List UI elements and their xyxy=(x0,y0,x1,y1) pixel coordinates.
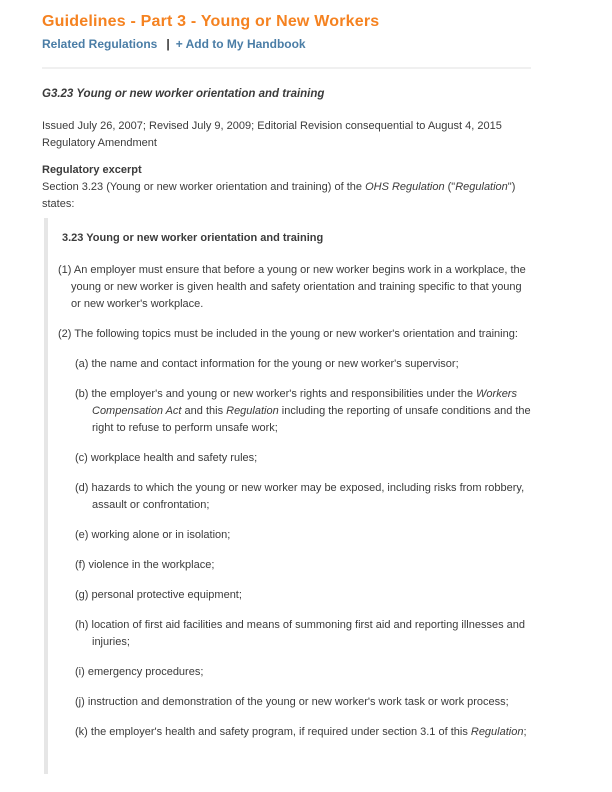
excerpt-items xyxy=(58,262,531,741)
page-title: Guidelines - Part 3 - Young or New Workers xyxy=(42,13,380,30)
excerpt-item-k: (k) the employer's health and safety program, if required under section 3.1 of this Regulation; xyxy=(75,726,527,738)
excerpt-item-i: (i) emergency procedures; xyxy=(75,666,204,678)
related-regulations-link[interactable]: Related Regulations xyxy=(42,37,158,51)
regulatory-excerpt-label: Regulatory excerpt xyxy=(42,164,142,176)
link-separator: | xyxy=(166,37,170,51)
excerpt-item-f: (f) violence in the workplace; xyxy=(75,559,215,571)
excerpt-item-g: (g) personal protective equipment; xyxy=(75,589,242,601)
excerpt-item-a: (a) the name and contact information for the young or new worker's supervisor; xyxy=(75,358,459,370)
excerpt-item-e: (e) working alone or in isolation; xyxy=(75,529,231,541)
excerpt-item-2: (2) The following topics must be included in the young or new worker's orientation and training: xyxy=(58,328,518,340)
add-to-my-handbook-link[interactable]: + Add to My Handbook xyxy=(175,37,306,51)
excerpt-item-d: (d) hazards to which the young or new worker may be exposed, including risks from robbery, assault or confrontation; xyxy=(75,482,525,511)
excerpt-item-b: (b) the employer's and young or new worker's rights and responsibilities under the Workers Compensation Act and this Regulation including the reporting of unsafe conditions and the right to refuse to perform unsafe work; xyxy=(75,388,531,434)
regulatory-excerpt-intro: Section 3.23 (Young or new worker orientation and training) of the OHS Regulation ("Regulation") states: xyxy=(42,181,516,210)
issued-revised-text: Issued July 26, 2007; Revised July 9, 2009; Editorial Revision consequential to August 4, 2015 Regulatory Amendment xyxy=(42,120,502,149)
excerpt-item-c: (c) workplace health and safety rules; xyxy=(75,452,258,464)
regulation-excerpt-blockquote xyxy=(44,218,531,774)
action-links-row xyxy=(42,38,531,51)
excerpt-item-j: (j) instruction and demonstration of the young or new worker's work task or work process; xyxy=(75,696,509,708)
excerpt-item-1: (1) An employer must ensure that before a young or new worker begins work in a workplace, the young or new worker is given health and safety orientation and training specific to that young or new worker's workplace. xyxy=(58,264,526,310)
excerpt-item-h: (h) location of first aid facilities and means of summoning first aid and reporting illnesses and injuries; xyxy=(75,619,526,648)
content-divider xyxy=(42,67,531,69)
excerpt-section-heading: 3.23 Young or new worker orientation and training xyxy=(62,232,324,244)
guideline-heading: G3.23 Young or new worker orientation and training xyxy=(42,88,325,100)
